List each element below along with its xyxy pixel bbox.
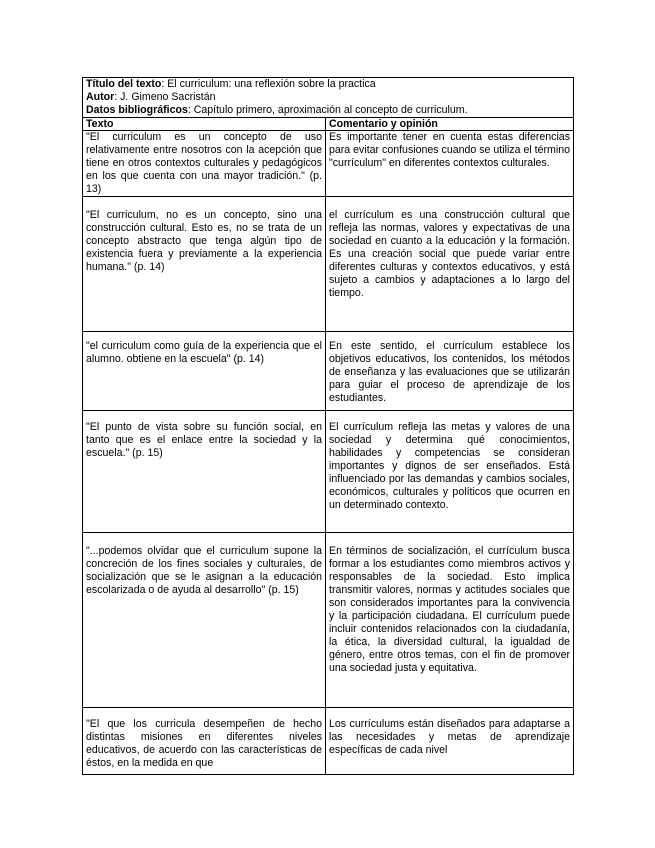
quote-cell: "El curriculum, no es un concepto, sino una construcción cultural. Esto es, no se trata de un concepto abstracto que tenga algún tipo de existencia fuera y previamente a la experiencia humana." (p. 14) <box>83 197 326 332</box>
quote-cell: "el curriculum como guía de la experiencia que el alumno. obtiene en la escuela" (p. 14) <box>83 332 326 411</box>
comment-cell: Es importante tener en cuenta estas diferencias para evitar confusiones cuando se utiliza el término "currículum" en diferentes contextos culturales. <box>326 131 574 197</box>
table-row <box>83 411 574 533</box>
biblio-value: : Capítulo primero, aproximación al concepto de curriculum. <box>187 104 468 116</box>
text-commentary-table <box>82 117 574 775</box>
quote-cell: "El curriculum es un concepto de uso relativamente entre nosotros con la acepción que tiene en otros contextos culturales y pedagógicos en los que cuenta con una mayor tradición." (p. 13) <box>83 131 326 197</box>
comment-cell: En términos de socialización, el currículum busca formar a los estudiantes como miembros activos y responsables de la sociedad. Esto implica transmitir valores, normas y actitudes sociales que son considerados importantes para la convivencia y la participación ciudadana. El currículum puede incluir contenidos relacionados con la ciudadanía, la ética, la diversidad cultural, la igualdad de género, entre otros temas, con el fin de promover una sociedad justa y equitativa. <box>326 533 574 708</box>
table-row <box>83 708 574 775</box>
table-row <box>83 533 574 708</box>
table-row <box>83 197 574 332</box>
title-line <box>86 78 569 91</box>
title-value: : El curriculum: una reflexión sobre la practica <box>161 78 376 90</box>
table-header-row <box>83 118 574 131</box>
table-row <box>83 131 574 197</box>
author-line <box>86 91 569 104</box>
quote-cell: "El que los curricula desempeñen de hecho distintas misiones en diferentes niveles educativos, de acuerdo con las características de éstos, en la medida en que <box>83 708 326 775</box>
quote-cell: "...podemos olvidar que el curriculum supone la concreción de los fines sociales y culturales, de socialización que se le asignan a la educación escolarizada o de ayuda al desarrollo" (p. 15) <box>83 533 326 708</box>
quote-cell: "El punto de vista sobre su función social, en tanto que es el enlace entre la sociedad y la escuela." (p. 15) <box>83 411 326 533</box>
author-label: Autor <box>86 91 115 103</box>
bibliographic-header <box>82 77 574 117</box>
comment-cell: El currículum refleja las metas y valores de una sociedad y determina qué conocimientos, habilidades y competencias se consideran importantes y dignos de ser enseñados. Está influenciado por las demandas y cambios sociales, económicos, culturales y políticos que ocurren en un determinado contexto. <box>326 411 574 533</box>
document-sheet <box>82 77 574 775</box>
comment-cell: Los currículums están diseñados para adaptarse a las necesidades y metas de aprendizaje específicas de cada nivel <box>326 708 574 775</box>
comment-cell: el currículum es una construcción cultural que refleja las normas, valores y expectativas de una sociedad en cuanto a la educación y la formación. Es una creación social que puede variar entre diferentes culturas y contextos educativos, y está sujeto a cambios y adaptaciones a lo largo del tiempo. <box>326 197 574 332</box>
header-texto: Texto <box>83 118 326 131</box>
header-comentario: Comentario y opinión <box>326 118 574 131</box>
author-value: : J. Gimeno Sacristán <box>114 91 216 103</box>
title-label: Título del texto <box>86 78 162 90</box>
biblio-label: Datos bibliográficos <box>86 104 188 116</box>
comment-cell: En este sentido, el currículum establece los objetivos educativos, los contenidos, los métodos de enseñanza y las evaluaciones que se utilizarán para guiar el proceso de aprendizaje de los estudiantes. <box>326 332 574 411</box>
biblio-line <box>86 104 569 117</box>
table-row <box>83 332 574 411</box>
